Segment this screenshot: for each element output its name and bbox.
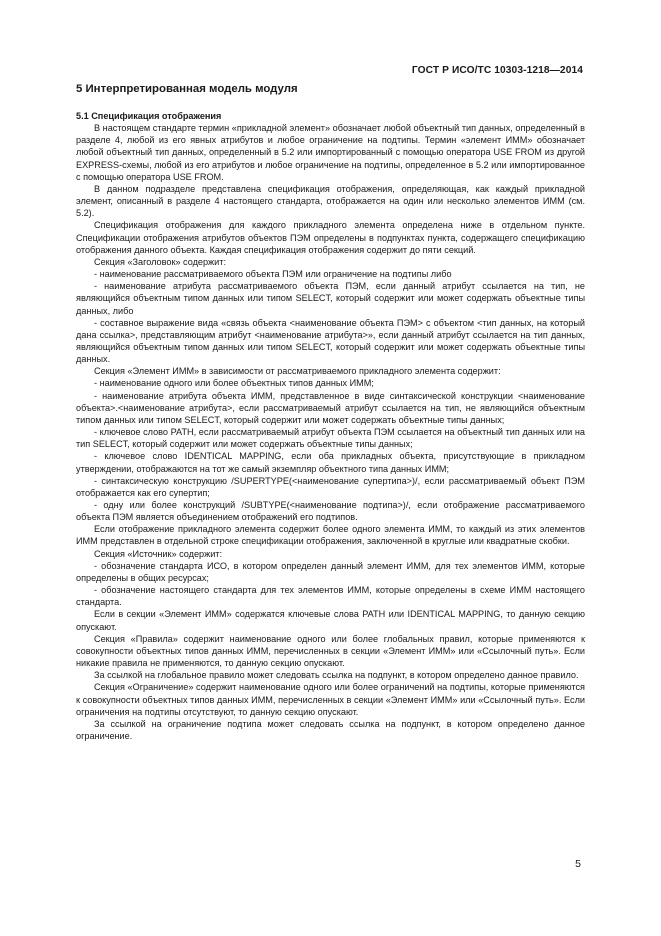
- list-item: - наименование атрибута объекта ИММ, представленное в виде синтаксической конструкции <наименование объекта>.<наименование атрибута>, если рассматриваемый атрибут ссылается на тип, не являющийся объектным типом данных или типом SELECT, который содержит или может содержать объектные типы данных;: [76, 390, 585, 425]
- list-item: - наименование рассматриваемого объекта ПЭМ или ограничение на подтипы либо: [94, 269, 452, 280]
- section-title: 5 Интерпретированная модель модуля: [76, 83, 298, 95]
- paragraph: Спецификация отображения для каждого прикладного элемента определена ниже в отдельном пункте. Спецификации отображения атрибутов объектов ПЭМ определены в подпунктах пункта, содержащего спецификацию отображения данного объекта. Каждая спецификация отображения содержит до пяти секций.: [76, 220, 585, 255]
- paragraph: Секция «Источник» содержит:: [94, 548, 223, 559]
- list-item: - наименование атрибута рассматриваемого объекта ПЭМ, если данный атрибут ссылается на тип, не являющийся объектным типом данных или типом SELECT, который содержит или может содержать объектные типы данных, либо: [76, 281, 585, 316]
- document-body: [76, 110, 585, 742]
- subsection-title: 5.1 Спецификация отображения: [76, 111, 222, 121]
- standard-code-header: ГОСТ Р ИСО/ТС 10303-1218—2014: [411, 65, 583, 76]
- list-item: - ключевое слово PATH, если рассматриваемый атрибут объекта ПЭМ ссылается на объектный тип данных или на тип SELECT, который содержит или может содержать объектные типы данных;: [76, 427, 585, 450]
- paragraph: За ссылкой на ограничение подтипа может следовать ссылка на подпункт, в котором определено данное ограничение.: [76, 718, 585, 741]
- paragraph: Если отображение прикладного элемента содержит более одного элемента ИММ, то каждый из этих элементов ИММ представлен в отдельной строке спецификации отображения, заключенной в круглые или квадратные скобки.: [76, 524, 585, 547]
- paragraph: Секция «Элемент ИММ» в зависимости от рассматриваемого прикладного элемента содержит:: [94, 366, 501, 377]
- page-number: 5: [575, 858, 581, 870]
- list-item: - синтаксическую конструкцию /SUPERTYPE(<наименование супертипа>)/, если рассматриваемый объект ПЭМ отображается как его супертип;: [76, 475, 585, 498]
- list-item: - ключевое слово IDENTICAL MAPPING, если оба прикладных объекта, присутствующие в прикладном утверждении, отображаются на тот же самый экземпляр объектного типа данных ИММ;: [76, 451, 585, 474]
- paragraph: Секция «Правила» содержит наименование одного или более глобальных правил, которые применяются к совокупности объектных типов данных ИММ, перечисленных в секции «Элемент ИММ» или «Ссылочный путь». Если никакие правила не применяются, то данную секцию опускают.: [76, 633, 585, 669]
- list-item: - обозначение стандарта ИСО, в котором определен данный элемент ИММ, для тех элементов ИММ, которые определены в общих ресурсах;: [76, 560, 585, 583]
- paragraph: Если в секции «Элемент ИММ» содержатся ключевые слова PATH или IDENTICAL MAPPING, то данную секцию опускают.: [76, 609, 585, 632]
- paragraph: Секция «Заголовок» содержит:: [94, 256, 226, 267]
- list-item: - составное выражение вида «связь объекта <наименование объекта ПЭМ> с объектом <тип данных, на который дана ссылка>, представляющим атрибут <наименование атрибута>», если данный атрибут ссылается на тип данных, являющийся объектным типом данных или типом SELECT, который содержит или может содержать объектные типы данных.: [76, 317, 585, 365]
- list-item: - одну или более конструкций /SUBTYPE(<наименование подтипа>)/, если отображение рассматриваемого объекта ПЭМ является объединением отображений его подтипов.: [76, 500, 585, 523]
- paragraph: За ссылкой на глобальное правило может следовать ссылка на подпункт, в котором определено данное правило.: [94, 670, 579, 681]
- list-item: - наименование одного или более объектных типов данных ИММ;: [94, 378, 374, 389]
- paragraph: В настоящем стандарте термин «прикладной элемент» обозначает любой объектный тип данных, определенный в разделе 4, любой из его явных атрибутов и любое ограничение на подтипы. Термин «элемент ИММ» обозначает любой объектный тип данных, определенный в 5.2 или импортированный с помощью оператора USE FROM из другой EXPRESS-схемы, любой из его атрибутов и любое ограничение на подтипы, определенное в 5.2 или импортированное с помощью оператора USE FROM.: [76, 123, 585, 182]
- paragraph: В данном подразделе представлена спецификация отображения, определяющая, как каждый прикладной элемент, описанный в разделе 4 настоящего стандарта, отображается на один или несколько элементов ИММ (см. 5.2).: [76, 183, 585, 219]
- paragraph: Секция «Ограничение» содержит наименование одного или более ограничений на подтипы, которые применяются к совокупности объектных типов данных ИММ, перечисленных в секции «Элемент ИММ» или «Ссылочный путь». Если ограничения на подтипы отсутствуют, то данную секцию опускают.: [76, 682, 585, 717]
- list-item: - обозначение настоящего стандарта для тех элементов ИММ, которые определены в схеме ИММ настоящего стандарта.: [76, 585, 585, 608]
